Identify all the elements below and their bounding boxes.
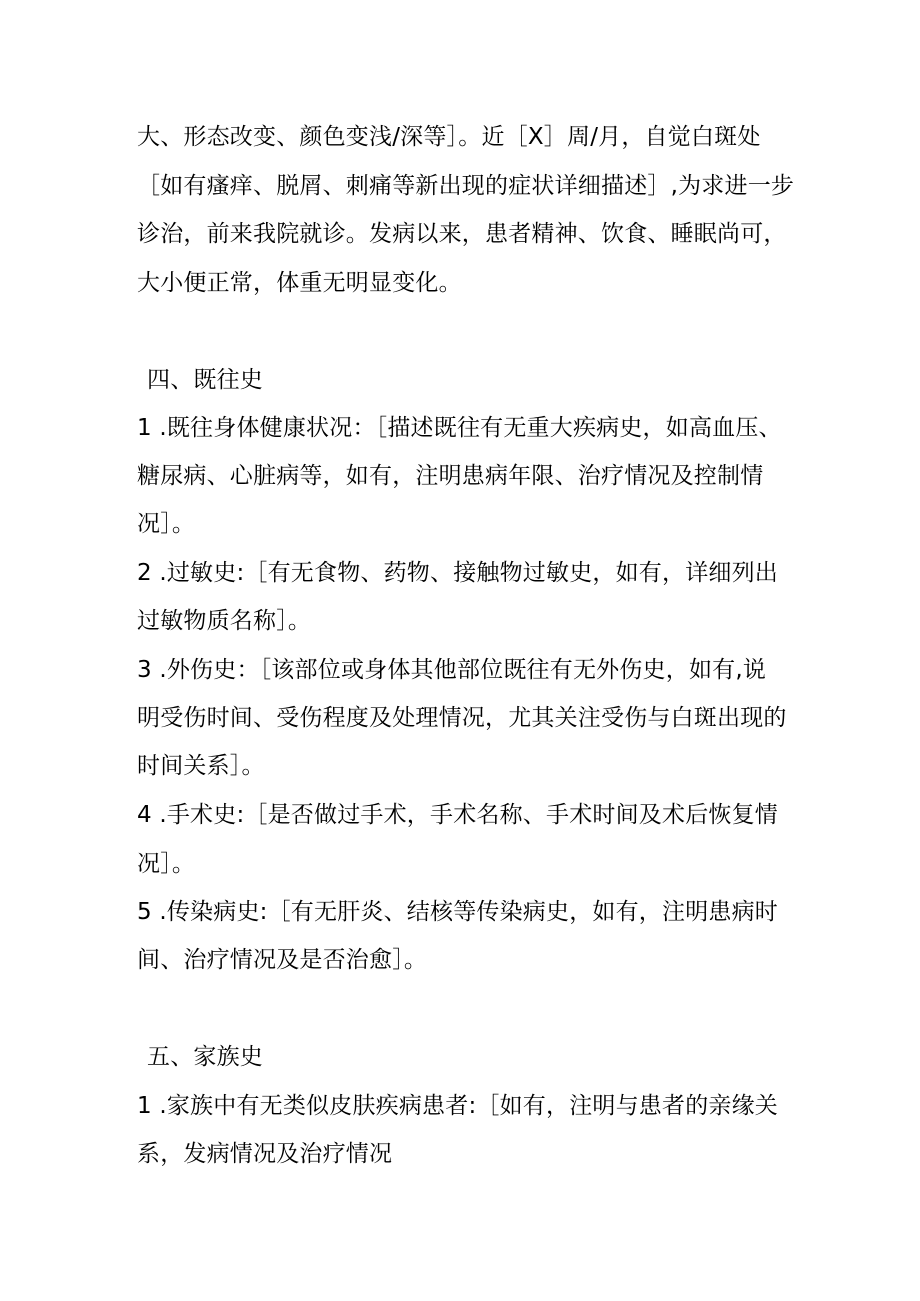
list-item-line: 3 .外伤史：［该部位或身体其他部位既往有无外伤史，如有,说 [137,657,767,683]
list-item-line: 过敏物质名称］。 [137,608,312,634]
list-item-line: 5 .传染病史:［有无肝炎、结核等传染病史，如有，注明患病时 [137,899,779,925]
paragraph-line: 诊治，前来我院就诊。发病以来，患者精神、饮食、睡眠尚可， [137,221,787,247]
list-item-line: 2 .过敏史:［有无食物、药物、接触物过敏史，如有，详细列出 [137,560,779,586]
list-item-line: 系，发病情况及治疗情况 [137,1141,393,1167]
list-item-line: 明受伤时间、受伤程度及处理情况，尤其关注受伤与白斑出现的 [137,705,787,731]
list-item-line: 1 .既往身体健康状况：［描述既往有无重大疾病史，如高血压、 [137,415,782,441]
paragraph-line: 大、形态改变、颜色变浅/深等］。近［X］周/月，自觉白斑处 [137,124,761,150]
list-item-line: 况］。 [137,511,196,537]
list-item-line: 间、治疗情况及是否治愈］。 [137,947,428,973]
paragraph-line: 大小便正常，体重无明显变化。 [137,270,462,296]
list-item-line: 1 .家族中有无类似皮肤疾病患者:［如有，注明与患者的亲缘关 [137,1093,779,1119]
list-item-line: 4 .手术史:［是否做过手术，手术名称、手术时间及术后恢复情 [137,802,779,828]
section-heading-family-history: 五、家族史 [147,1044,263,1070]
list-item-line: 时间关系］。 [137,753,265,779]
paragraph-line: ［如有瘙痒、脱屑、刺痛等新出现的症状详细描述］,为求进一步 [137,173,795,199]
section-heading-past-history: 四、既往史 [147,367,263,393]
list-item-line: 况］。 [137,851,196,877]
list-item-line: 糖尿病、心脏病等，如有，注明患病年限、治疗情况及控制情 [137,463,764,489]
